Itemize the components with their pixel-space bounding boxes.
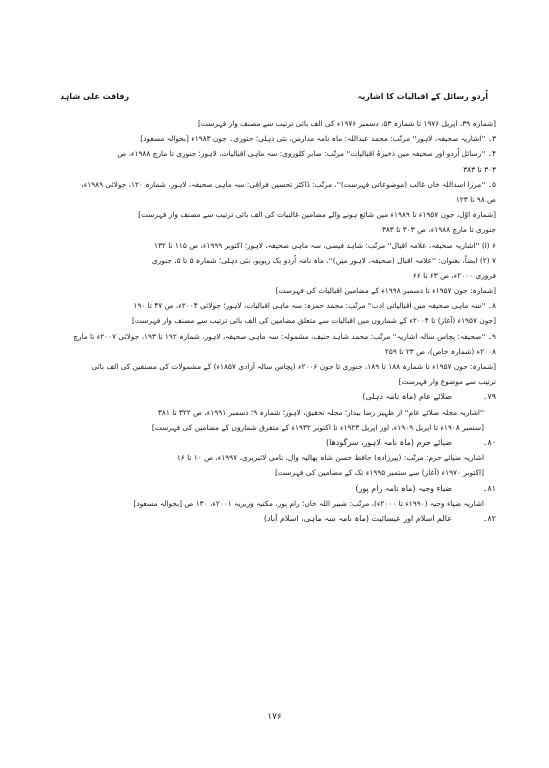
text-line: ۷ (۲) ایضاً، بعنوان: ''علامہ اقبال (صحیفہ، لاہور میں)''، ماہ نامہ اُردو بک ریویو، نئی دہلی؛ شمارہ ۵ تا ۵، جنوری bbox=[151, 255, 496, 265]
entry-heading bbox=[56, 435, 496, 450]
entry-number: ۸۲۔ bbox=[482, 513, 496, 523]
text-line: [شمارہ: جون ۱۹۵۷ء تا دسمبر ۱۹۹۸ء کے مضامین اقبالیات کی فہرست] bbox=[275, 286, 496, 296]
text-line: جنوری تا مارچ ۱۹۸۸ء، ص ۳۰۳ تا ۳۸۳ bbox=[381, 225, 496, 235]
entry-title: عالم اسلام اور عیسائیت (ماہ نامہ سہ ماہی، اسلام آباد) bbox=[263, 513, 452, 523]
text-line: ''اشاریہ مجلہ صلائے عام'' از ظہیر رضا بیدار؛ مجلہ تحقیق، لاہور؛ شمارہ ۹؛ دسمبر ۱۹۹۱ء، ص ۳۲۲ تا ۳۸۱ bbox=[157, 407, 484, 417]
entry-number: ۸۰۔ bbox=[482, 437, 496, 447]
text-line: ۳۰۳ تا ۳۸۳ bbox=[463, 164, 496, 174]
text-line: اشاریہ ضیائے حرم: مرتّب: (پیرزادہ) حافظ حسن شاہ پھالیہ وال، نامی لائبریری، ۱۹۹۷ء، ص ۱۰ تا ۱۶ bbox=[176, 453, 484, 463]
text-line: [شمارہ ۳۹، اپریل ۱۹۷۶ تا شمارہ ۵۳، دسمبر ۱۹۷۶ء کی الف بائی ترتیب سے مصنف وار فہرست] bbox=[198, 119, 496, 128]
text-line: اشاریہ ضیاء وجیہ (۱۹۹۰ء تا ۲۰۰۰ء)، مرتّب: شبیر اللہ خاں؛ رام پور، مکتبہ وزیریہ ۲۰۰۱ء، ۱۳۰ ص [بحوالہ مسعود] bbox=[133, 498, 484, 508]
entry-title: ضیائے حرم (ماہ نامہ لاہور، سرگودھا) bbox=[326, 437, 452, 447]
text-line: فروری ۲۰۰۰ء، ص ۶۳ تا ۶۶ bbox=[412, 270, 496, 280]
running-header bbox=[60, 92, 488, 106]
entry-number: ۷۹۔ bbox=[482, 392, 496, 402]
entry-heading bbox=[56, 511, 496, 526]
entry-number: ۸۱۔ bbox=[482, 483, 496, 493]
text-line: [ستمبر ۱۹۰۸ء تا اپریل ۱۹۰۹ء، اور اپریل ۱۹۲۳ء تا اکتوبر ۱۹۳۲ء کے متفرق شماروں کے مضامین کی فہرست] bbox=[151, 422, 484, 432]
entry-heading bbox=[56, 481, 496, 496]
text-line: [اکتوبر ۱۹۷۰ء (آغاز) سے ستمبر ۱۹۹۵ء تک کے مضامین کی فہرست] bbox=[275, 468, 484, 478]
text-line: [شمارہ: جون ۱۹۵۷ء تا شمارہ ۱۸۸ تا ۱۸۹، جنوری تا جون ۲۰۰۶ء (پچاس سالہ آزادی ۱۸۵۷ء) کے مشمولات کی مصنفین کی الف بائی bbox=[91, 362, 496, 371]
text-line: ۶ (ا) ''اشاریہ صحیفہ، علامہ اقبال'' مرتّب: شاہد فیضی، سہ ماہی صحیفہ، لاہور؛ اکتوبر ۱۹۹۹ء، ص ۱۱۵ تا ۱۳۲ bbox=[153, 240, 496, 250]
page-body bbox=[56, 116, 496, 526]
text-line: [جون ۱۹۵۷ء (آغاز) تا ۲۰۰۴ء کے شماروں میں اقبالیات سے متعلق مضامین کی الف بائی ترتیب سے مصنف وار فہرست] bbox=[132, 316, 496, 326]
text-line: ص ۹۸ تا ۱۲۳ bbox=[455, 194, 496, 204]
running-author: رفاقت علی شاہد bbox=[60, 92, 130, 101]
text-line: ۳۔ ''اشاریہ صحیفہ، لاہور'' مرتّب: محمد عبداللہ: ماہ نامہ مدارس، نئی دہلی؛ جنوری۔ جون ۱۹۸۳ء [بحوالہ مسعود] bbox=[140, 134, 496, 144]
text-line: [شمارہ اوّل، جون ۱۹۵۷ء تا ۱۹۸۹ء میں شائع ہونے والے مضامین غالبیات کی الف بائی ترتیب سے مصنف وار فہرست] bbox=[138, 210, 496, 220]
entry-heading bbox=[56, 389, 496, 404]
text-line: ۲۰۰۸ء (شمارہ خاص)، ص ۲۳ تا ۲۵۹ bbox=[384, 346, 496, 356]
text-line: ۸۔ ''سہ ماہی صحیفہ میں اقبالیاتی ادب'' مرتّب: محمد حمزہ: سہ ماہی اقبالیات، لاہور؛ جولائی ۲۰۰۴ء، ص ۴۷ تا ۱۹۰ bbox=[133, 301, 496, 311]
text-line: ترتیب سے موضوع وار فہرست] bbox=[398, 377, 496, 387]
text-line: ۴۔ ''رسائل اُردو اور صحیفہ میں ذخیرۂ اقبالیات'' مرتّب: صابر کلوروی: سہ ماہی اقبالیات، لاہور؛ جنوری تا مارچ ۱۹۸۸ء، ص bbox=[117, 149, 496, 159]
running-title: اُردو رسائل کے اقبالیات کا اشاریہ bbox=[357, 92, 488, 101]
entry-title: صلائے عام (ماہ نامہ دہلی) bbox=[362, 392, 452, 402]
text-line: ۵۔ ''مرزا اسداللہ خاں غالب (موضوعاتی فہرست)''، مرتّب: ڈاکٹر تحسین فراقی: سہ ماہی صحیفہ، لاہور، شمارہ ۱۲۰، جولائی ۱۹۸۹ء، bbox=[81, 179, 496, 189]
entry-title: ضیاء وجیہ (ماہ نامہ رام پور) bbox=[355, 483, 452, 493]
text-line: ۹۔ ''صحیفہ: پچاس سالہ اشاریہ'' مرتّب: محمد شاہد حنیف، مشمولہ: سہ ماہی صحیفہ، لاہور، شمارہ ۱۹۲ تا ۱۹۳، جولائی ۲۰۰۷ء تا مارچ bbox=[73, 331, 496, 341]
page-number: ۱۷۶ bbox=[267, 712, 282, 722]
